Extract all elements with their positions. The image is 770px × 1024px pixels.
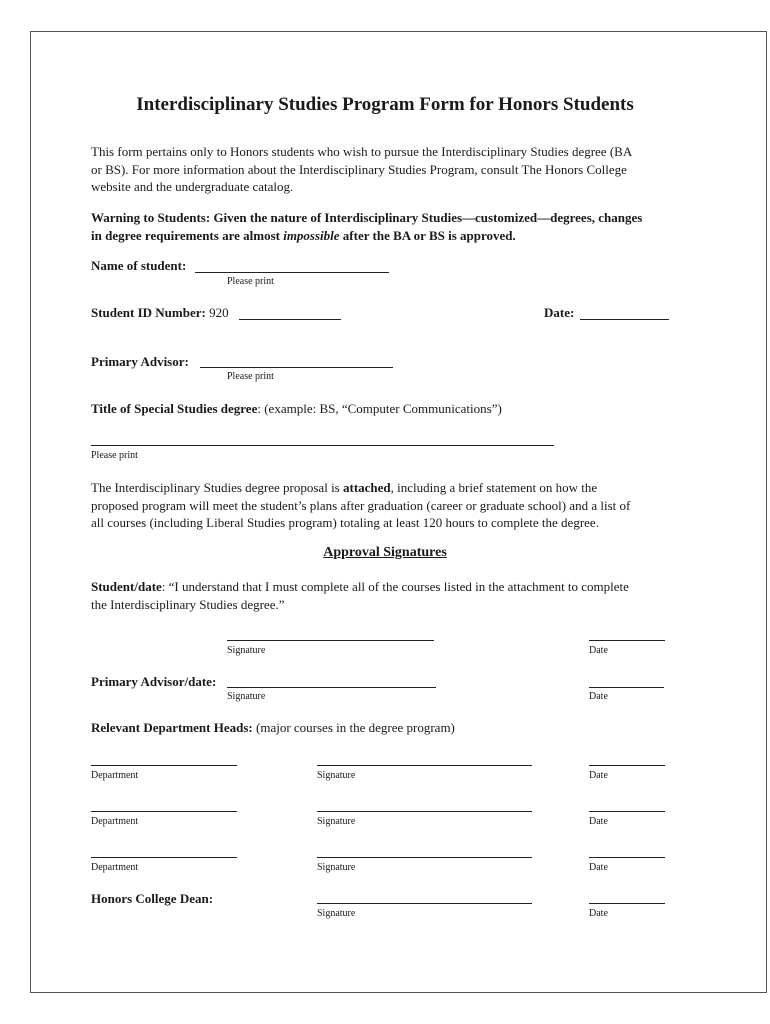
warning-line-2 [91,227,642,245]
department-field-3[interactable] [91,857,237,858]
intro-line-3: website and the undergraduate catalog. [91,179,294,194]
department-field-1[interactable] [91,765,237,766]
dept-heads-note: (major courses in the degree program) [252,720,455,735]
advisor-date-field[interactable] [589,687,664,688]
dept-heads-label: Relevant Department Heads: [91,720,253,735]
degree-title-row [91,401,502,417]
dept-date-caption-3: Date [589,862,608,873]
dept-signature-caption-1: Signature [317,770,356,781]
student-id-prefix: 920 [209,305,229,320]
proposal-text-a: The Interdisciplinary Studies degree proposal is [91,480,343,495]
dept-date-field-1[interactable] [589,765,665,766]
approval-heading: Approval Signatures [323,545,447,560]
degree-title-label: Title of Special Studies degree [91,401,258,416]
warning-text-b: after the BA or BS is approved. [339,227,516,243]
dept-signature-field-1[interactable] [317,765,532,766]
dept-date-field-3[interactable] [589,857,665,858]
intro-paragraph [91,143,632,196]
student-statement-text-a: : “I understand that I must complete all of the courses listed in the attachment to complete [161,579,629,594]
student-date-field[interactable] [589,640,665,641]
advisor-signature-caption: Signature [227,691,266,702]
dean-date-field[interactable] [589,903,665,904]
dept-date-field-2[interactable] [589,811,665,812]
student-id-field[interactable] [239,319,341,320]
proposal-attached: attached [343,480,391,495]
proposal-line-2: proposed program will meet the student’s plans after graduation (career or graduate school) and a list of [91,497,631,513]
dean-label: Honors College Dean: [91,891,214,906]
student-date-label: Student/date [91,579,162,594]
warning-emphasis: impossible [283,227,340,243]
department-caption-3: Department [91,862,139,873]
primary-advisor-hint: Please print [227,371,274,382]
dept-signature-caption-3: Signature [317,862,356,873]
primary-advisor-field[interactable] [200,367,393,368]
dept-signature-field-3[interactable] [317,857,532,858]
intro-line-2: or BS). For more information about the Interdisciplinary Studies Program, consult The Honors College [91,161,627,177]
student-statement [91,578,629,613]
student-id-row [91,305,229,321]
student-statement-line-1 [91,578,629,596]
student-date-caption: Date [589,645,608,656]
name-hint: Please print [227,276,274,287]
dept-date-caption-1: Date [589,770,608,781]
proposal-line-1 [91,479,630,497]
intro-line-1: This form pertains only to Honors students who wish to pursue the Interdisciplinary Studies degree (BA [91,144,633,159]
advisor-date-label: Primary Advisor/date: [91,674,217,689]
date-label: Date: [544,305,575,320]
advisor-signature-field[interactable] [227,687,436,688]
dean-signature-field[interactable] [317,903,532,904]
proposal-paragraph [91,479,630,532]
primary-advisor-label: Primary Advisor: [91,354,189,369]
proposal-text-c: , including a brief statement on how the [390,480,598,495]
degree-title-example: : (example: BS, “Computer Communications”) [257,401,502,416]
warning-line-1: Warning to Students: Given the nature of Interdisciplinary Studies—customized—degrees, changes [91,210,643,225]
department-caption-2: Department [91,816,139,827]
department-caption-1: Department [91,770,139,781]
dept-signature-caption-2: Signature [317,816,356,827]
dept-heads-row [91,720,455,736]
warning-text-a: in degree requirements are almost [91,227,284,243]
dean-signature-caption: Signature [317,908,356,919]
degree-title-hint: Please print [91,450,138,461]
dept-date-caption-2: Date [589,816,608,827]
student-statement-line-2: the Interdisciplinary Studies degree.” [91,596,285,612]
name-label: Name of student: [91,258,187,273]
warning-paragraph [91,209,642,244]
form-title: Interdisciplinary Studies Program Form for Honors Students [136,94,634,115]
name-field[interactable] [195,272,389,273]
dean-date-caption: Date [589,908,608,919]
advisor-date-caption: Date [589,691,608,702]
date-field[interactable] [580,319,669,320]
dept-signature-field-2[interactable] [317,811,532,812]
student-signature-caption: Signature [227,645,266,656]
department-field-2[interactable] [91,811,237,812]
degree-title-field[interactable] [91,445,554,446]
student-id-label: Student ID Number: [91,305,206,320]
proposal-line-3: all courses (including Liberal Studies program) totaling at least 120 hours to complete the degree. [91,515,599,530]
student-signature-field[interactable] [227,640,434,641]
